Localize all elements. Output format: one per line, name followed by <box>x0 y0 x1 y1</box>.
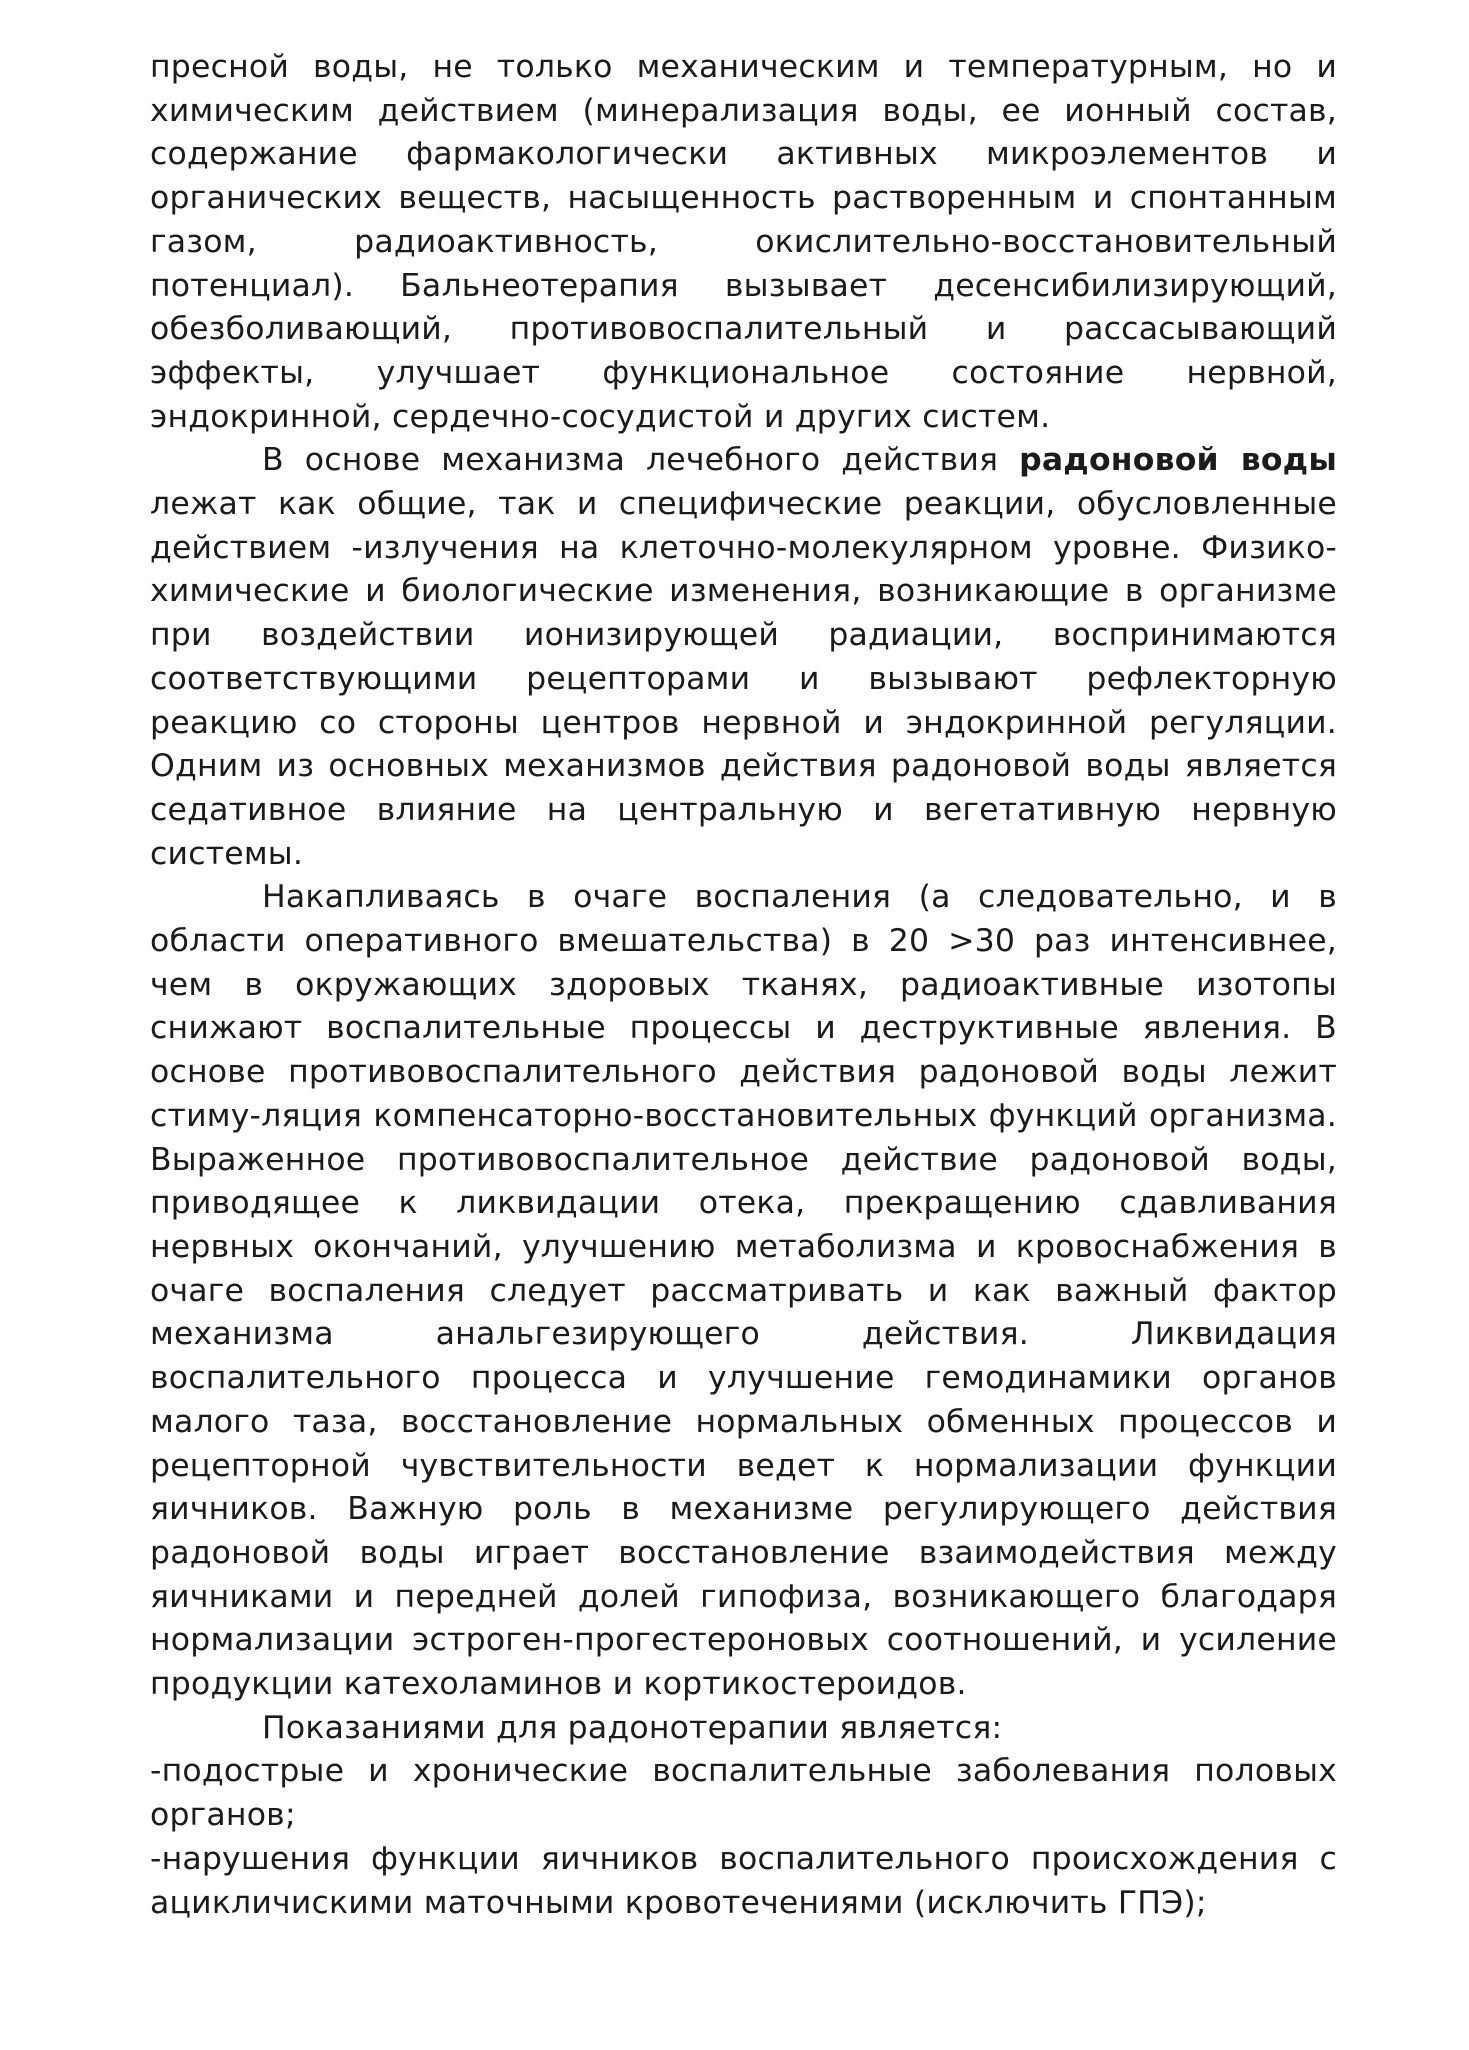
paragraph-radon-rest: лежат как общие, так и специфические реакции, обусловленные действием -излучения на клеточно-молекулярном уровне. Физико-химические и биологические изменения, возникающие в организме при воздействии ионизирующей радиации, воспринимаются соответствующими рецепторами и вызывают рефлекторную реакцию со стороны центров нервной и эндокринной регуляции. Одним из основных механизмов действия радоновой воды является седативное влияние на центральную и вегетативную нервную системы. <box>150 486 1337 872</box>
paragraph-radon-lead: В основе механизма лечебного действия <box>262 442 1020 479</box>
document-page <box>150 46 1337 1925</box>
list-item-indication-2: -нарушения функции яичников воспалительного происхождения с ацикличискими маточными кровотечениями (исключить ГПЭ); <box>150 1840 1337 1921</box>
paragraph-radon-mechanism <box>150 439 1337 876</box>
paragraph-indications-heading: Показаниями для радонотерапии является: <box>262 1709 1003 1746</box>
paragraph-anti-inflammatory: Накапливаясь в очаге воспаления (а следовательно, и в области оперативного вмешательства) в 20 >30 раз интенсивнее, чем в окружающих здоровых тканях, радиоактивные изотопы снижают воспалительные процессы и деструктивные явления. В основе противовоспалительного действия радоновой воды лежит стиму-ляция компенсаторно-восстановительных функций организма. Выраженное противовоспалительное действие радоновой воды, приводящее к ликвидации отека, прекращению сдавливания нервных окончаний, улучшению метаболизма и кровоснабжения в очаге воспаления следует рассматривать и как важный фактор механизма анальгезирующего действия. Ликвидация воспалительного процесса и улучшение гемодинамики органов малого таза, восстановление нормальных обменных процессов и рецепторной чувствительности ведет к нормализации функции яичников. Важную роль в механизме регулирующего действия радоновой воды играет восстановление взаимодействия между яичниками и передней долей гипофиза, возникающего благодаря нормализации эстроген-прогестероновых соотношений, и усиление продукции катехоламинов и кортикостероидов. <box>150 879 1337 1703</box>
radon-water-term: радоновой воды <box>1019 442 1338 479</box>
paragraph-balneotherapy: пресной воды, не только механическим и температурным, но и химическим действием (минерализация воды, ее ионный состав, содержание фармакологически активных микроэлементов и органических веществ, насыщенность растворенным и спонтанным газом, радиоактивность, окислительно-восстановительный потенциал). Бальнеотерапия вызывает десенсибилизирующий, обезболивающий, противовоспалительный и рассасывающий эффекты, улучшает функциональное состояние нервной, эндокринной, сердечно-сосудистой и других систем. <box>150 49 1337 435</box>
list-item-indication-1: -подострые и хронические воспалительные заболевания половых органов; <box>150 1753 1337 1834</box>
